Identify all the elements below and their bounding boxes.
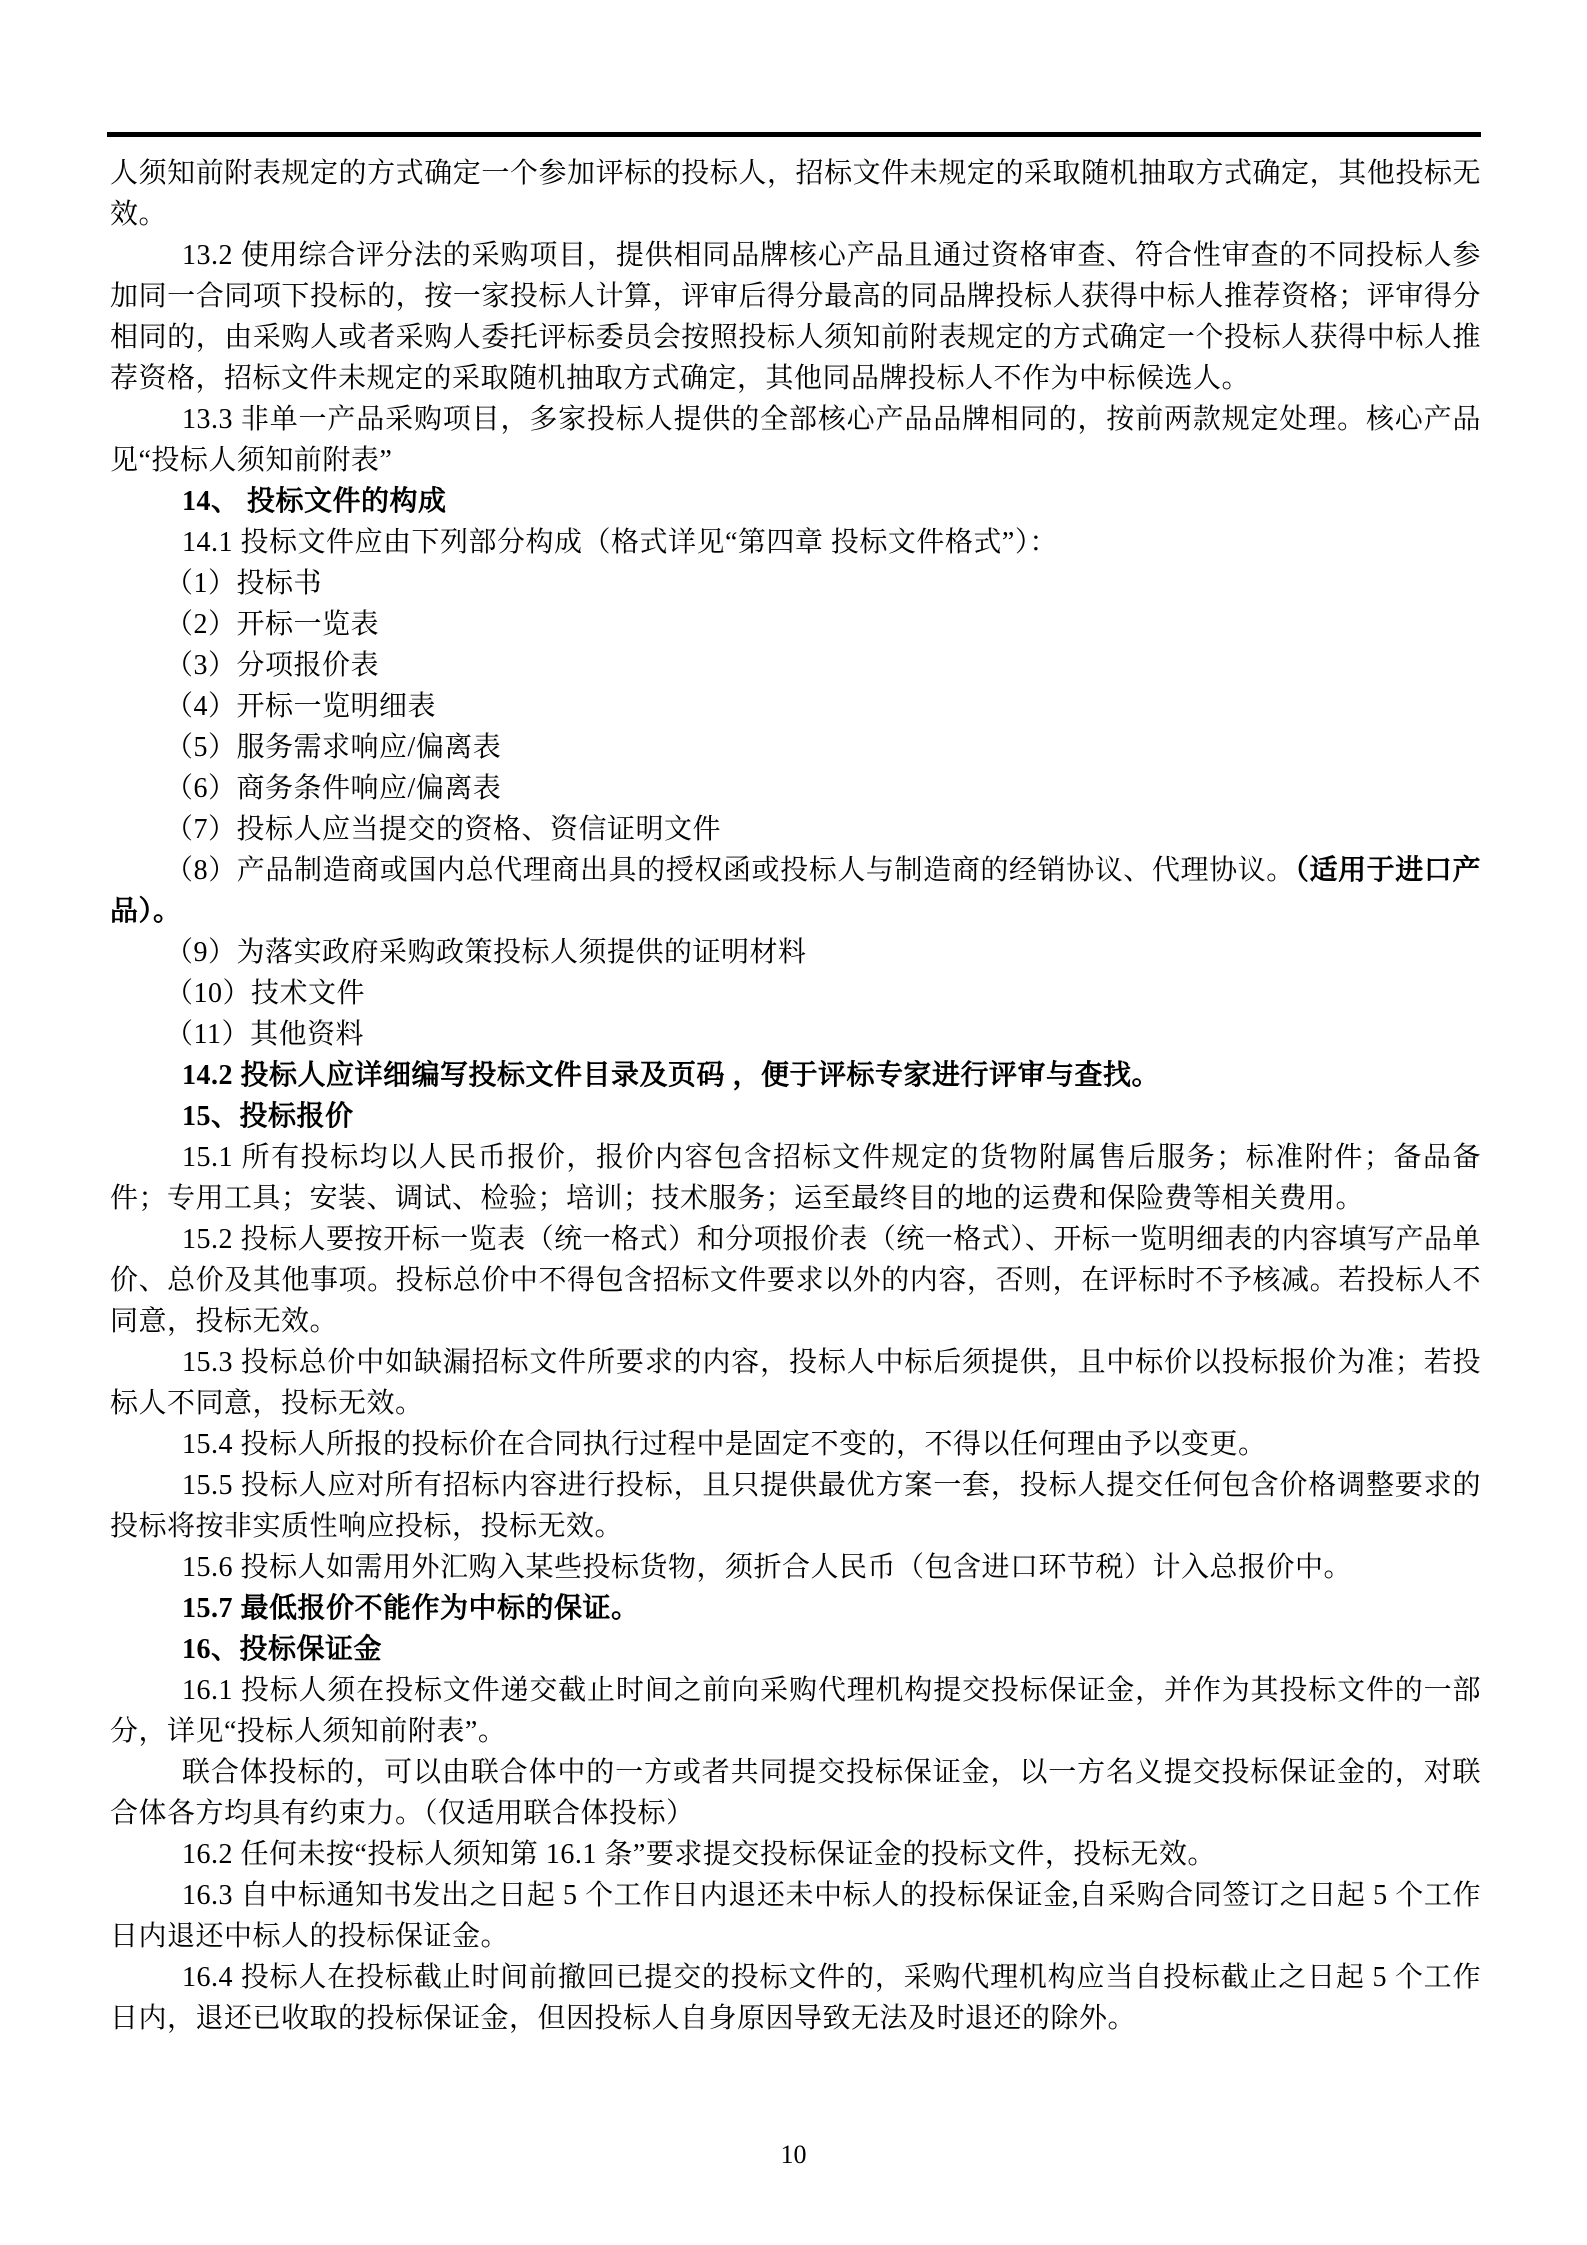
paragraph-16-1: 16.1 投标人须在投标文件递交截止时间之前向采购代理机构提交投标保证金，并作为其投标文件的一部分，详见“投标人须知前附表”。 [110, 1675, 1481, 1747]
heading-15: 15、投标报价 [182, 1101, 354, 1132]
paragraph-13-3: 13.3 非单一产品采购项目，多家投标人提供的全部核心产品品牌相同的，按前两款规定处理。核心产品见“投标人须知前附表” [110, 404, 1481, 476]
paragraph-14-1: 14.1 投标文件应由下列部分构成（格式详见“第四章 投标文件格式”）： [182, 527, 1058, 558]
list-item-6: （6）商务条件响应/偏离表 [165, 773, 502, 804]
list-item-10: （10）技术文件 [165, 978, 366, 1009]
paragraph-15-3: 15.3 投标总价中如缺漏招标文件所要求的内容，投标人中标后须提供，且中标价以投标报价为准；若投标人不同意，投标无效。 [110, 1347, 1481, 1419]
list-item-8 [110, 850, 1481, 932]
list-item-11: （11）其他资料 [165, 1019, 364, 1050]
heading-16: 16、投标保证金 [182, 1634, 383, 1665]
header-rule [107, 132, 1481, 137]
paragraph-16-2: 16.2 任何未按“投标人须知第 16.1 条”要求提交投标保证金的投标文件，投标无效。 [182, 1839, 1216, 1870]
paragraph-15-4: 15.4 投标人所报的投标价在合同执行过程中是固定不变的，不得以任何理由予以变更。 [182, 1429, 1267, 1460]
paragraph-13-2: 13.2 使用综合评分法的采购项目，提供相同品牌核心产品且通过资格审查、符合性审查的不同投标人参加同一合同项下投标的，按一家投标人计算，评审后得分最高的同品牌投标人获得中标人推荐资格；评审得分相同的，由采购人或者采购人委托评标委员会按照投标人须知前附表规定的方式确定一个投标人获得中标人推荐资格，招标文件未规定的采取随机抽取方式确定，其他同品牌投标人不作为中标候选人。 [110, 240, 1481, 394]
paragraph-16-1-consortium: 联合体投标的，可以由联合体中的一方或者共同提交投标保证金，以一方名义提交投标保证金的，对联合体各方均具有约束力。（仅适用联合体投标） [110, 1757, 1481, 1829]
list-item-7: （7）投标人应当提交的资格、资信证明文件 [165, 814, 722, 845]
paragraph-15-6: 15.6 投标人如需用外汇购入某些投标货物，须折合人民币（包含进口环节税）计入总报价中。 [182, 1552, 1353, 1583]
paragraph-16-3: 16.3 自中标通知书发出之日起 5 个工作日内退还未中标人的投标保证金,自采购合同签订之日起 5 个工作日内退还中标人的投标保证金。 [110, 1880, 1481, 1952]
list-item-1: （1）投标书 [165, 568, 323, 599]
paragraph-15-5: 15.5 投标人应对所有招标内容进行投标，且只提供最优方案一套，投标人提交任何包含价格调整要求的投标将按非实质性响应投标，投标无效。 [110, 1470, 1481, 1542]
document-body [110, 153, 1481, 2039]
list-item-8-text: （8）产品制造商或国内总代理商出具的授权函或投标人与制造商的经销协议、代理协议。 [165, 855, 1295, 886]
heading-14: 14、 投标文件的构成 [182, 486, 447, 517]
paragraph-14-2: 14.2 投标人应详细编写投标文件目录及页码 ，便于评标专家进行评审与查找。 [182, 1060, 1161, 1091]
paragraph-15-1: 15.1 所有投标均以人民币报价，报价内容包含招标文件规定的货物附属售后服务；标准附件；备品备件；专用工具；安装、调试、检验；培训；技术服务；运至最终目的地的运费和保险费等相关费用。 [110, 1142, 1481, 1214]
paragraph-16-4: 16.4 投标人在投标截止时间前撤回已提交的投标文件的，采购代理机构应当自投标截止之日起 5 个工作日内，退还已收取的投标保证金，但因投标人自身原因导致无法及时退还的除外。 [110, 1962, 1481, 2034]
list-item-5: （5）服务需求响应/偏离表 [165, 732, 502, 763]
list-item-8-bold-note: （适用于进口产品）。 [110, 855, 1481, 927]
list-item-3: （3）分项报价表 [165, 650, 380, 681]
list-item-4: （4）开标一览明细表 [165, 691, 437, 722]
list-item-2: （2）开标一览表 [165, 609, 380, 640]
list-item-9: （9）为落实政府采购政策投标人须提供的证明材料 [165, 937, 807, 968]
paragraph-15-2: 15.2 投标人要按开标一览表（统一格式）和分项报价表（统一格式）、开标一览明细表的内容填写产品单价、总价及其他事项。投标总价中不得包含招标文件要求以外的内容，否则，在评标时不予核减。若投标人不同意，投标无效。 [110, 1224, 1481, 1337]
page-number: 10 [780, 2140, 807, 2169]
paragraph-13-1-continuation: 人须知前附表规定的方式确定一个参加评标的投标人，招标文件未规定的采取随机抽取方式确定，其他投标无效。 [110, 158, 1481, 230]
paragraph-15-7: 15.7 最低报价不能作为中标的保证。 [182, 1593, 640, 1624]
